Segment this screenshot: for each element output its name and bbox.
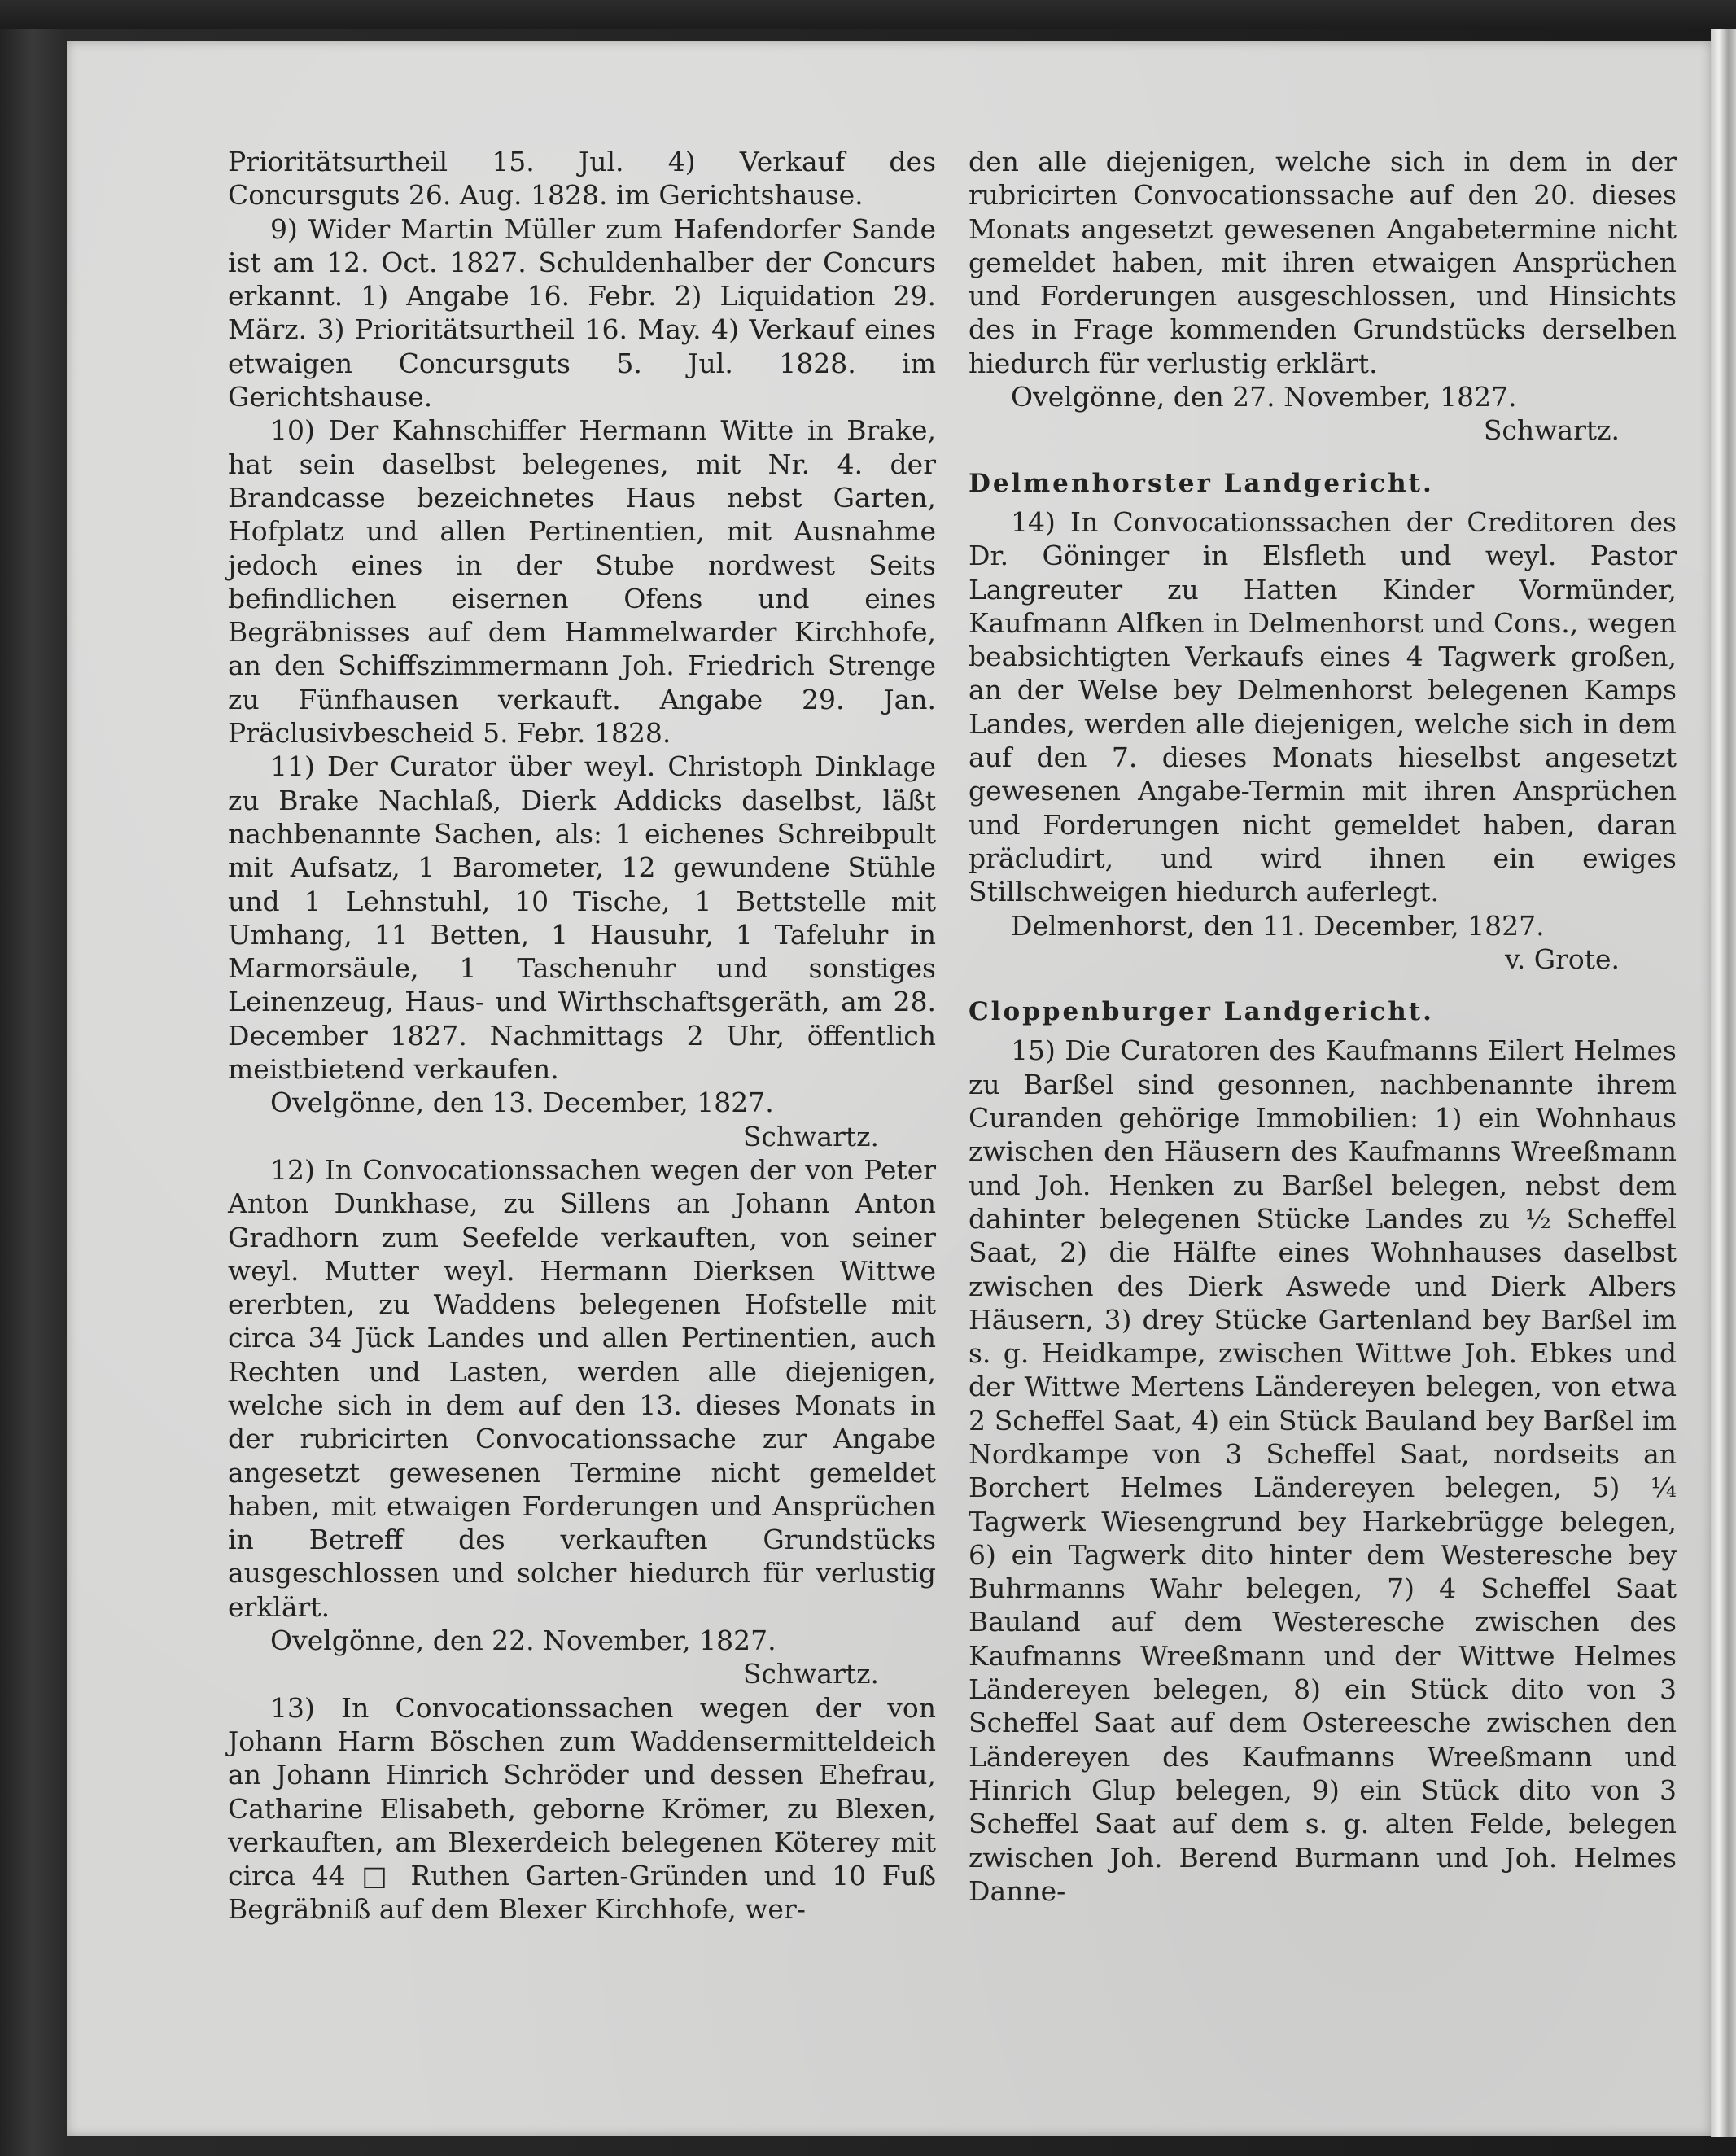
right-text-column [969, 145, 1677, 1908]
notice-13-signature: Schwartz. [1483, 414, 1620, 447]
notice-11: 11) Der Curator über weyl. Christoph Dinklage zu Brake Nachlaß, Dierk Addicks daselbst, läßt nachbenannte Sachen, als: 1 eichenes Schreibpult mit Aufsatz, 1 Barometer, 12 gewundene Stühle und 1 Lehnstuhl, 10 Tische, 1 Bettstelle mit Umhang, 11 Betten, 1 Hausuhr, 1 Tafeluhr in Marmorsäule, 1 Taschenuhr und sonstiges Leinenzeug, Haus- und Wirthschaftsgeräth, am 28. December 1827. Nachmittags 2 Uhr, öffentlich meistbietend verkaufen. [228, 750, 936, 1086]
notice-14: 14) In Convocationssachen der Creditoren des Dr. Göninger in Elsfleth und weyl. Pastor Langreuter zu Hatten Kinder Vormünder, Kaufmann Alfken in Delmenhorst und Cons., wegen beabsichtigten Verkaufs eines 4 Tagwerk großen, an der Welse bey Delmenhorst belegenen Kamps Landes, werden alle diejenigen, welche sich in dem auf den 7. dieses Monats hieselbst angesetzt gewesenen Angabe-Termin mit ihren Ansprüchen und Forderungen nicht gemeldet haben, daran präcludirt, und wird ihnen ein ewiges Stillschweigen hiedurch auferlegt. [969, 505, 1677, 908]
notice-continuation: Prioritätsurtheil 15. Jul. 4) Verkauf des Concursguts 26. Aug. 1828. im Gerichtshause. [228, 146, 936, 212]
left-text-column [228, 145, 936, 1926]
notice-13-continuation: den alle diejenigen, welche sich in dem in der rubricirten Convocationssache auf den 20. dieses Monats angesetzt gewesenen Angabetermine nicht gemeldet haben, mit ihren etwaigen Ansprüchen und Forderungen ausgeschlossen, und Hinsichts des in Frage kommenden Grundstücks derselben hiedurch für verlustig erklärt. [969, 146, 1677, 379]
notice-13-place-date: Ovelgönne, den 27. November, 1827. [1011, 381, 1517, 413]
notice-9: 9) Wider Martin Müller zum Hafendorfer Sande ist am 12. Oct. 1827. Schuldenhalber der Concurs erkannt. 1) Angabe 16. Febr. 2) Liquidation 29. März. 3) Prioritätsurtheil 16. May. 4) Verkauf eines etwaigen Concursguts 5. Jul. 1828. im Gerichtshause. [228, 212, 936, 413]
notice-14-place-date: Delmenhorst, den 11. December, 1827. [1011, 909, 1545, 942]
section-heading-cloppenburg: Cloppenburger Landgericht. [969, 997, 1434, 1027]
notice-12-place-date: Ovelgönne, den 22. November, 1827. [270, 1625, 776, 1657]
page-stack-edge [1711, 29, 1736, 2137]
notice-14-signature: v. Grote. [1505, 942, 1620, 975]
scanner-background-strip [0, 0, 1736, 29]
notice-13: 13) In Convocationssachen wegen der von Johann Harm Böschen zum Waddensermitteldeich an Johann Hinrich Schröder und dessen Ehefrau, Catharine Elisabeth, geborne Krömer, zu Blexen, verkauften, am Blexerdeich belegenen Köterey mit circa 44 □ Ruthen Garten-Gründen und 10 Fuß Begräbniß auf dem Blexer Kirchhofe, wer- [228, 1691, 936, 1926]
notice-12-signature: Schwartz. [742, 1658, 879, 1690]
section-heading-delmenhorst: Delmenhorster Landgericht. [969, 468, 1434, 498]
notice-11-signature: Schwartz. [742, 1120, 879, 1152]
notice-15: 15) Die Curatoren des Kaufmanns Eilert Helmes zu Barßel sind gesonnen, nachbenannte ihrem Curanden gehörige Immobilien: 1) ein Wohnhaus zwischen den Häusern des Kaufmanns Wreeßmann und Joh. Henken zu Barßel belegen, nebst dem dahinter belegenen Stücke Landes zu ½ Scheffel Saat, 2) die Hälfte eines Wohnhauses daselbst zwischen des Dierk Aswede und Dierk Albers Häusern, 3) drey Stücke Gartenland bey Barßel im s. g. Heidkampe, zwischen Wittwe Joh. Ebkes und der Wittwe Mertens Ländereyen belegen, von etwa 2 Scheffel Saat, 4) ein Stück Bauland bey Barßel im Nordkampe von 3 Scheffel Saat, nordseits an Borchert Helmes Ländereyen belegen, 5) ¼ Tagwerk Wiesengrund bey Harkebrügge belegen, 6) ein Tagwerk dito hinter dem Westeresche bey Buhrmanns Wahr belegen, 7) 4 Scheffel Saat Bauland auf dem Westeresche zwischen des Kaufmanns Wreeßmann und der Wittwe Helmes Ländereyen belegen, 8) ein Stück dito von 3 Scheffel Saat auf dem Ostereesche zwischen den Ländereyen des Kaufmanns Wreeßmann und Hinrich Glup belegen, 9) ein Stück dito von 3 Scheffel Saat auf dem s. g. alten Felde, belegen zwischen Joh. Berend Burmann und Joh. Helmes Danne- [969, 1034, 1677, 1907]
notice-11-place-date: Ovelgönne, den 13. December, 1827. [270, 1087, 774, 1119]
notice-12: 12) In Convocationssachen wegen der von Peter Anton Dunkhase, zu Sillens an Johann Anton Gradhorn zum Seefelde verkauften, von seiner weyl. Mutter weyl. Hermann Dierksen Wittwe ererbten, zu Waddens belegenen Hofstelle mit circa 34 Jück Landes und allen Pertinentien, auch Rechten und Lasten, werden alle diejenigen, welche sich in dem auf den 13. dieses Monats in der rubricirten Convocationssache zur Angabe angesetzt gewesenen Termine nicht gemeldet haben, mit etwaigen Forderungen und Ansprüchen in Betreff des verkauften Grundstücks ausgeschlossen und solcher hiedurch für verlustig erklärt. [228, 1153, 936, 1623]
notice-10: 10) Der Kahnschiffer Hermann Witte in Brake, hat sein daselbst belegenes, mit Nr. 4. der Brandcasse bezeichnetes Haus nebst Garten, Hofplatz und allen Pertinentien, mit Ausnahme jedoch eines in der Stube nordwest Seits befindlichen eisernen Ofens und eines Begräbnisses auf dem Hammelwarder Kirchhofe, an den Schiffszimmermann Joh. Friedrich Strenge zu Fünfhausen verkauft. Angabe 29. Jan. Präclusivbescheid 5. Febr. 1828. [228, 414, 936, 750]
